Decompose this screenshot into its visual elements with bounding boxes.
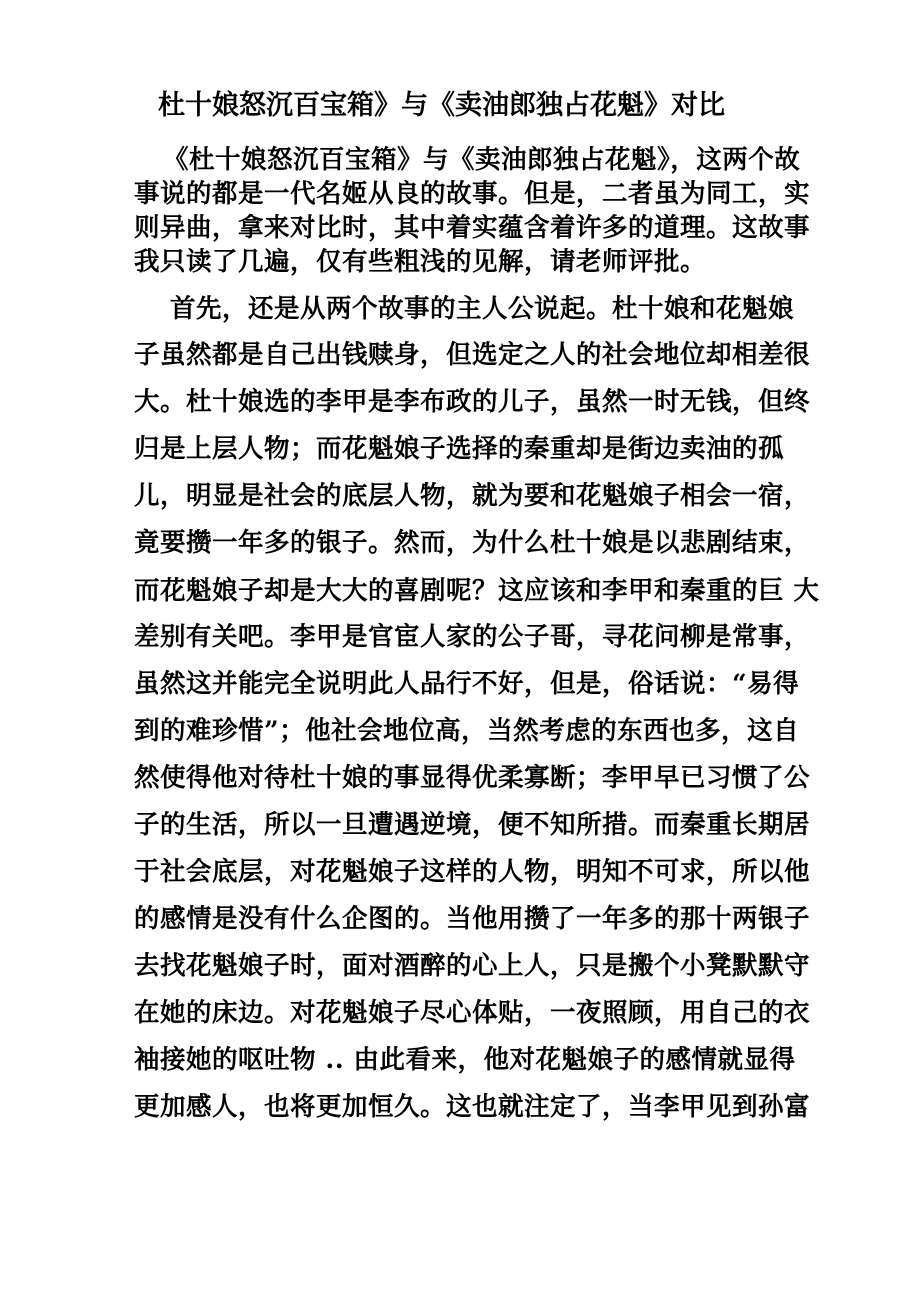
paragraph-2-line-10: 到的难珍惜”；他社会地位高，当然考虑的东西也多，这自 (134, 716, 800, 746)
paragraph-2-line-11: 然使得他对待杜十娘的事显得优柔寡断；李甲早已习惯了公 (134, 763, 811, 793)
paragraph-1-line-4: 我只读了几遍，仅有些粗浅的见解，请老师评批。 (134, 247, 707, 277)
paragraph-2-line-6: 竟要攒一年多的银子。然而，为什么杜十娘是以悲剧结束， (134, 528, 811, 558)
paragraph-2-line-17: 袖接她的呕吐物 .. 由此看来，他对花魁娘子的感情就显得 (134, 1045, 796, 1075)
paragraph-2-line-5: 儿，明显是社会的底层人物，就为要和花魁娘子相会一宿， (134, 481, 811, 511)
paragraph-2-line-14: 的感情是没有什么企图的。当他用攒了一年多的那十两银子 (134, 904, 811, 934)
paragraph-2-line-18: 更加感人，也将更加恒久。这也就注定了，当李甲见到孙富 (134, 1092, 811, 1122)
paragraph-2-line-1: 首先，还是从两个故事的主人公说起。杜十娘和花魁娘 (170, 294, 795, 324)
paragraph-2-line-16: 在她的床边。对花魁娘子尽心体贴，一夜照顾，用自己的衣 (134, 998, 811, 1028)
paragraph-2-line-12: 子的生活，所以一旦遭遇逆境，便不知所措。而秦重长期居 (134, 810, 811, 840)
paragraph-1-line-2: 事说的都是一代名姬从良的故事。但是，二者虽为同工，实 (134, 179, 811, 209)
paragraph-2-line-7: 而花魁娘子却是大大的喜剧呢？这应该和李甲和秦重的巨 大 (134, 576, 820, 606)
paragraph-2-line-2: 子虽然都是自己出钱赎身，但选定之人的社会地位却相差很 (134, 340, 811, 370)
paragraph-1-line-3: 则异曲，拿来对比时，其中着实蕴含着许多的道理。这故事 (134, 213, 811, 243)
paragraph-1-line-1: 《杜十娘怒沉百宝箱》与《卖油郎独占花魁》，这两个故 (163, 145, 801, 175)
paragraph-2-line-8: 差别有关吧。李甲是官宦人家的公子哥，寻花问柳是常事， (134, 622, 811, 652)
paragraph-2-line-3: 大。杜十娘选的李甲是李布政的儿子，虽然一时无钱，但终 (134, 387, 811, 417)
paragraph-2-line-15: 去找花魁娘子时，面对酒醉的心上人，只是搬个小凳默默守 (134, 951, 811, 981)
page-title: 杜十娘怒沉百宝箱》与《卖油郎独占花魁》对比 (158, 90, 725, 121)
paragraph-2-line-13: 于社会底层，对花魁娘子这样的人物，明知不可求，所以他 (134, 857, 811, 887)
paragraph-2-line-4: 归是上层人物；而花魁娘子选择的秦重却是街边卖油的孤 (134, 434, 785, 464)
paragraph-2-line-9: 虽然这并能完全说明此人品行不好，但是，俗话说：“易得 (134, 669, 800, 699)
